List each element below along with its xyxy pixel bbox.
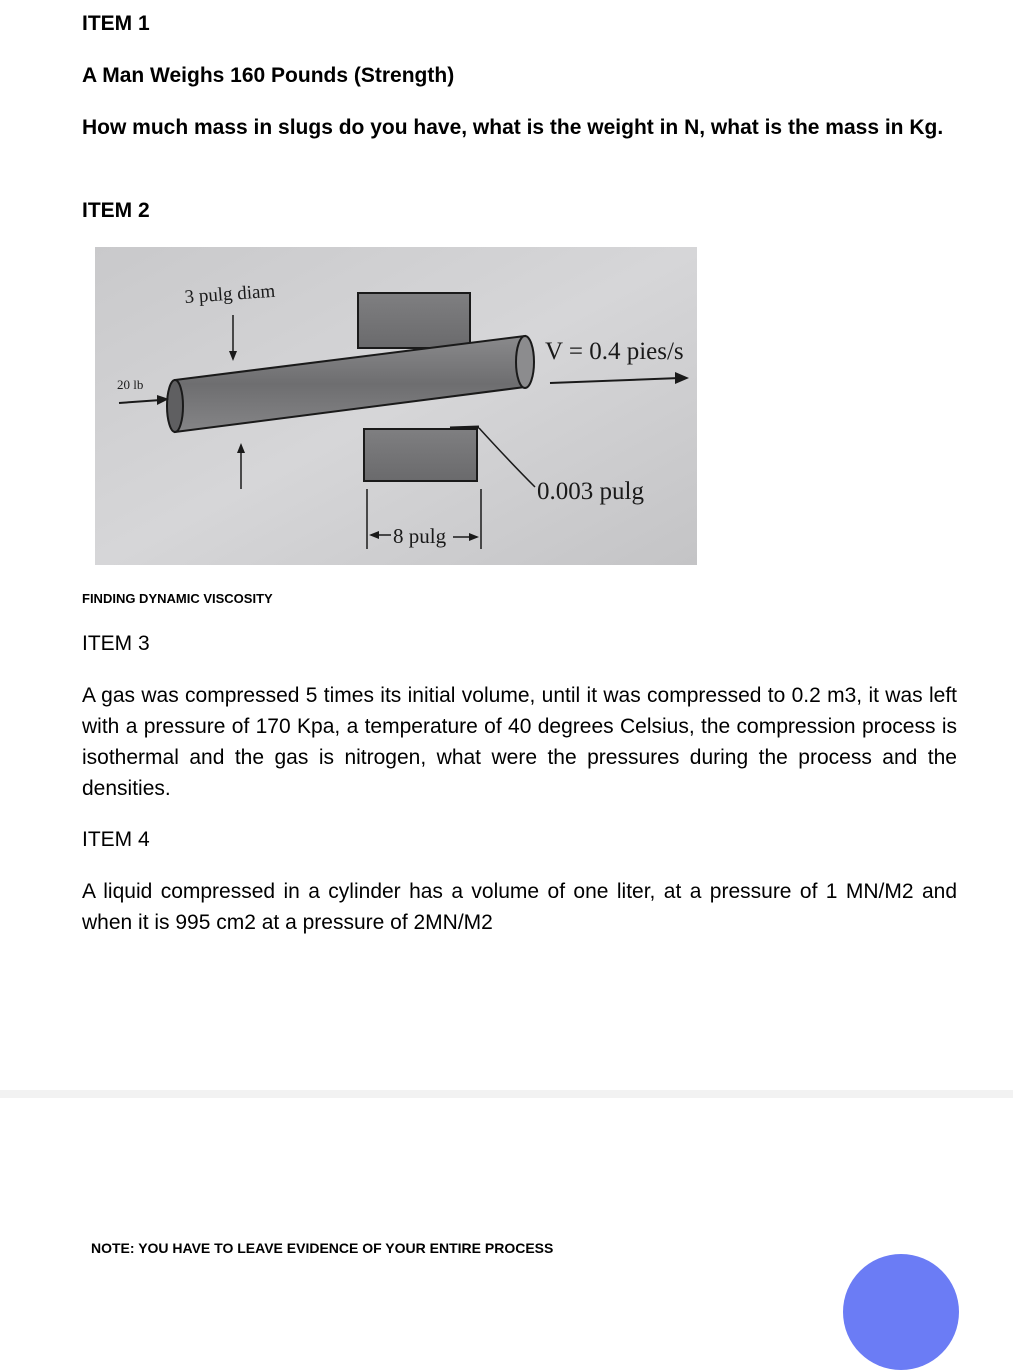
- footer-note: NOTE: YOU HAVE TO LEAVE EVIDENCE OF YOUR ENTIRE PROCESS: [91, 1240, 554, 1256]
- item1-question: How much mass in slugs do you have, what is the weight in N, what is the mass in Kg.: [82, 116, 944, 139]
- lower-sleeve-block: [364, 429, 477, 481]
- item2-heading: ITEM 2: [82, 199, 150, 222]
- gap-label: 0.003 pulg: [537, 478, 644, 505]
- item3-heading: ITEM 3: [82, 632, 150, 655]
- diameter-label: 3 pulg diam: [183, 280, 276, 308]
- page-separator: [0, 1090, 1013, 1098]
- floating-action-button[interactable]: [843, 1254, 959, 1370]
- force-label: 20 lb: [117, 377, 144, 392]
- item4-heading: ITEM 4: [82, 828, 150, 851]
- velocity-label: V = 0.4 pies/s: [545, 338, 684, 365]
- viscosity-diagram: [95, 247, 697, 565]
- viscosity-figure: [95, 247, 697, 565]
- item3-text: A gas was compressed 5 times its initial volume, until it was compressed to 0.2 m3, it was left with a pressure of 170 Kpa, a temperature of 40 degrees Celsius, the compression process is isothermal and the gas is nitrogen, what were the pressures during the process and the densities.: [82, 684, 957, 800]
- figure-caption: FINDING DYNAMIC VISCOSITY: [82, 591, 273, 606]
- shaft-left-end: [167, 380, 183, 432]
- gap-film: [450, 427, 479, 428]
- item1-title: A Man Weighs 160 Pounds (Strength): [82, 64, 455, 87]
- item4-text: A liquid compressed in a cylinder has a volume of one liter, at a pressure of 1 MN/M2 and when it is 995 cm2 at a pressure of 2MN/M2: [82, 880, 957, 934]
- shaft-right-end: [516, 336, 534, 388]
- item1-heading: ITEM 1: [82, 12, 150, 35]
- upper-sleeve-block: [358, 293, 470, 348]
- length-label: 8 pulg: [393, 524, 447, 548]
